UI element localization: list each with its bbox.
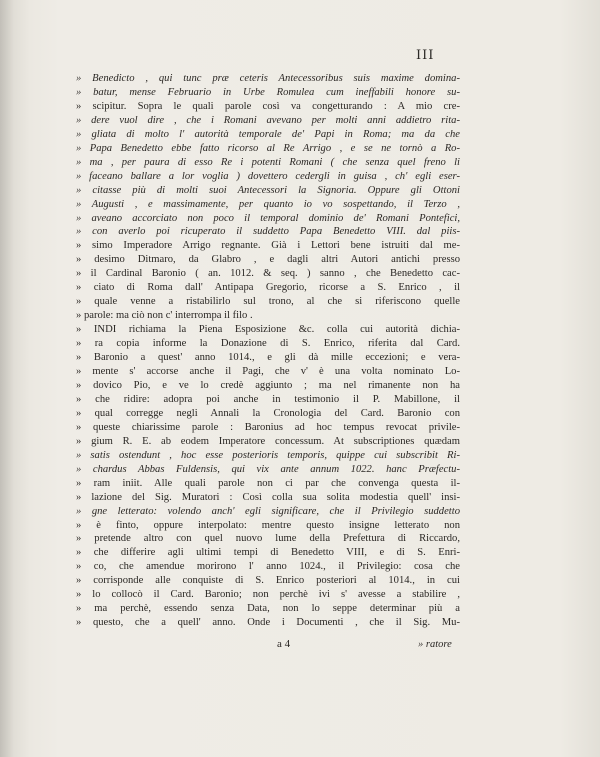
- text-line: » è finto, oppure interpolato: mentre questo insigne letterato non: [76, 519, 460, 531]
- text-line: » pretende altro con quel nuovo lume della Prefettura di Riccardo,: [76, 533, 460, 545]
- text-line: » ma , per paura di esso Re i potenti Romani ( che senza quel freno li: [76, 156, 460, 168]
- text-line: » queste chiarissime parole : Baronius ad hoc tempus revocat privile-: [76, 421, 460, 433]
- text-line: » ma perchè, essendo senza Data, non lo seppe determinar più a: [76, 603, 460, 615]
- text-line: » lazione del Sig. Muratori : Così colla sua solita modestia quell' insi-: [76, 491, 460, 503]
- text-line: » scipitur. Sopra le quali parole così va congetturando : A mio cre-: [76, 100, 460, 112]
- text-line: » Baronio a quest' anno 1014., e gli dà mille eccezioni; e vera-: [76, 352, 460, 364]
- signature-mark: a 4: [277, 638, 291, 650]
- text-line: » chardus Abbas Fuldensis, qui vix ante annum 1022. hanc Præfectu-: [76, 463, 460, 475]
- text-line: » lo collocò il Card. Baronio; non perchè ivi s' avesse a stabilire ,: [76, 589, 460, 601]
- text-line: » Benedicto , qui tunc præ ceteris Antecessoribus suis maxime domina-: [76, 73, 460, 84]
- page-number: III: [416, 48, 435, 63]
- text-line: » quale venne a ristabilirlo sul trono, al che si riferiscono quelle: [76, 296, 460, 308]
- text-line: » che differire agli ultimi tempi di Benedetto VIII, e di S. Enri-: [76, 547, 460, 559]
- text-line: » mente s' accorse anche il Pagi, che v' è una volta nominato Lo-: [76, 366, 460, 378]
- text-line: » faceano ballare a lor voglia ) dovettero cedergli in guisa , ch' egli eser-: [76, 170, 460, 182]
- text-line: » gliata di molto l' autorità temporale de' Papi in Roma; ma da che: [76, 128, 460, 140]
- text-line: » dovico Pio, e ve lo credè aggiunto ; ma nel rimanente non ha: [76, 379, 460, 391]
- text-line: » satis ostendunt , hoc esse posterioris temporis, quippe cui subscribit Ri-: [76, 449, 460, 461]
- text-line: » il Cardinal Baronio ( an. 1012. & seq. ) sanno , che Benedetto cac-: [76, 268, 460, 280]
- text-line: » questo, che a quell' anno. Onde i Documenti , che il Sig. Mu-: [76, 617, 460, 629]
- text-line: » desimo Ditmaro, da Glabro , e dagli altri Autori antichi presso: [76, 254, 460, 266]
- text-line: » ciato di Roma dall' Antipapa Gregorio, ricorse a S. Enrico , il: [76, 282, 460, 294]
- text-line: » che ridire: adopra poi anche in testimonio il P. Mabillone, il: [76, 393, 460, 405]
- text-line: » INDI richiama la Piena Esposizione &c. colla cui autorità dichia-: [76, 324, 460, 336]
- catchword: » ratore: [418, 639, 452, 650]
- text-line: » corrisponde alle conquiste di S. Enrico posteriori al 1014., in cui: [76, 575, 460, 587]
- text-line: » batur, mense Februario in Urbe Romulea cum ineffabili honore su-: [76, 86, 460, 98]
- body-text: [76, 72, 460, 630]
- text-line: » qual corregge negli Annali la Cronologia del Card. Baronio con: [76, 407, 460, 419]
- text-line: » gium R. E. ab eodem Imperatore concessum. At subscriptiones quædam: [76, 435, 460, 447]
- text-line: » ra copia informe la Donazione di S. Enrico, riferita dal Card.: [76, 338, 460, 350]
- text-line: » citasse più di molti suoi Antecessori la Signoria. Oppure gli Ottoni: [76, 184, 460, 196]
- page-fold-shadow: [0, 0, 14, 757]
- text-line: » con averlo poi ricuperato il suddetto Papa Benedetto VIII. dal piis-: [76, 226, 460, 238]
- text-line: » gne letterato: volendo anch' egli significare, che il Privilegio suddetto: [76, 505, 460, 517]
- text-line: » parole: ma ciò non c' interrompa il filo .: [76, 310, 253, 322]
- text-line: » dere vuol dire , che i Romani avevano per molti anni addietro rita-: [76, 114, 460, 126]
- text-line: » Augusti , e massimamente, per quanto io vo sospettando, il Terzo ,: [76, 198, 460, 210]
- text-line: » aveano accorciato non poco il temporal dominio de' Romani Pontefici,: [76, 212, 460, 224]
- text-line: » simo Imperadore Arrigo regnante. Già i Lettori bene istruiti dal me-: [76, 240, 460, 252]
- text-line: » ram iniit. Alle quali parole non ci par che convenga questa il-: [76, 477, 460, 489]
- text-line: » Papa Benedetto ebbe fatto ricorso al Re Arrigo , e se ne tornò a Ro-: [76, 142, 460, 154]
- text-line: » co, che amendue morirono l' anno 1024., il Privilegio: cosa che: [76, 561, 460, 573]
